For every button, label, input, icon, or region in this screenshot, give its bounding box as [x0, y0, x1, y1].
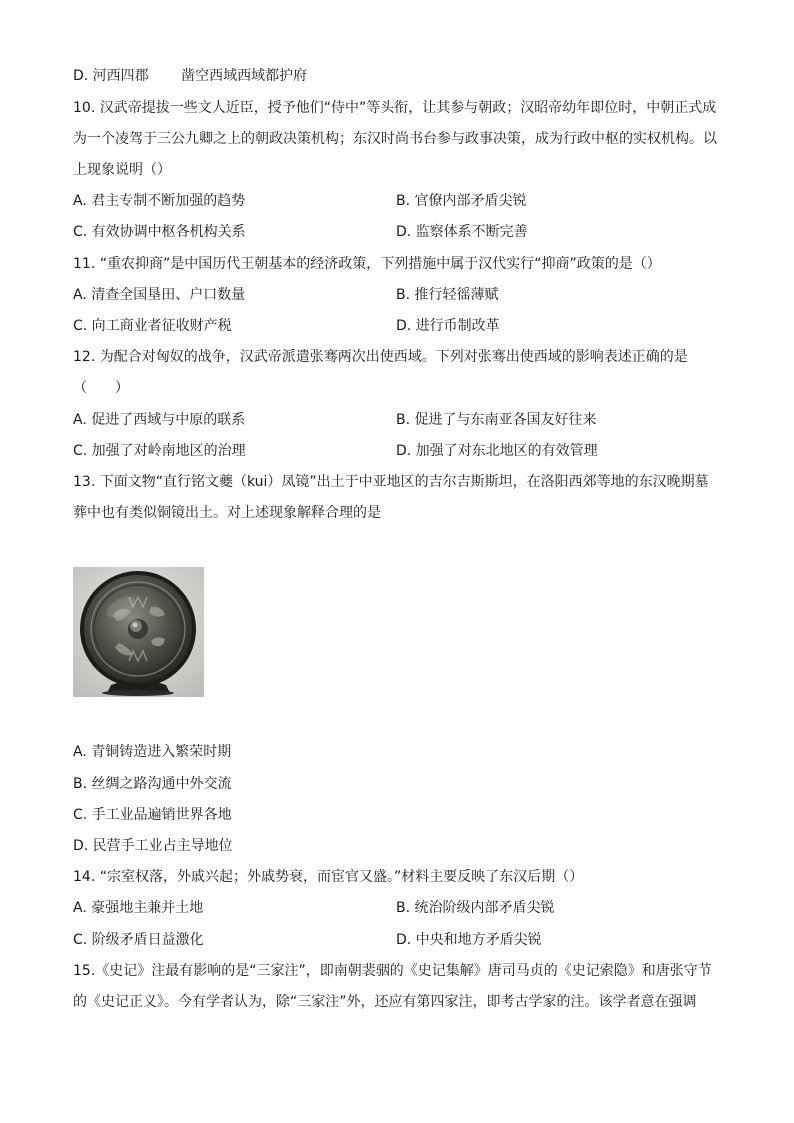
q10-option-c: C. 有效协调中枢各机构关系	[73, 224, 246, 240]
q12-stem-line-1: 12. 为配合对匈奴的战争，汉武帝派遣张骞两次出使西域。下列对张骞出使西域的影响表述正确的是	[73, 349, 688, 365]
q12-stem-line-2: （ ）	[73, 380, 129, 396]
q9-option-d: D. 河西四郡 凿空西域西域都护府	[73, 68, 308, 84]
q11-option-d: D. 进行币制改革	[396, 318, 500, 334]
q14-option-d: D. 中央和地方矛盾尖锐	[396, 932, 542, 948]
q13-option-a: A. 青铜铸造进入繁荣时期	[73, 744, 232, 760]
q14-option-b: B. 统治阶级内部矛盾尖锐	[396, 900, 555, 916]
q12-option-a: A. 促进了西域与中原的联系	[73, 412, 246, 428]
q10-option-a: A. 君主专制不断加强的趋势	[73, 193, 246, 209]
q12-option-c: C. 加强了对岭南地区的治理	[73, 443, 246, 459]
bronze-mirror-photo	[73, 567, 204, 697]
q13-option-c: C. 手工业品遍销世界各地	[73, 807, 232, 823]
bronze-mirror-image	[73, 567, 204, 697]
q12-option-b: B. 促进了与东南亚各国友好往来	[396, 412, 597, 428]
q14-option-a: A. 豪强地主兼并土地	[73, 900, 204, 916]
q11-option-c: C. 向工商业者征收财产税	[73, 318, 232, 334]
q10-stem-line-2: 为一个凌驾于三公九卿之上的朝政决策机构；东汉时尚书台参与政事决策，成为行政中枢的实权机构。以	[73, 131, 717, 147]
q10-option-b: B. 官僚内部矛盾尖锐	[396, 193, 527, 209]
q11-stem: 11. “重农抑商”是中国历代王朝基本的经济政策，下列措施中属于汉代实行“抑商”政策的是（）	[73, 256, 661, 272]
q13-stem-line-1: 13. 下面文物“直行铭文夔（kui）凤镜”出土于中亚地区的吉尔吉斯斯坦，在洛阳西郊等地的东汉晚期墓	[73, 474, 709, 490]
q12-option-d: D. 加强了对东北地区的有效管理	[396, 443, 598, 459]
q15-stem-line-1: 15.《史记》注最有影响的是“三家注”，即南朝裴骃的《史记集解》唐司马贞的《史记索隐》和唐张守节	[73, 963, 712, 979]
q10-option-d: D. 监察体系不断完善	[396, 224, 528, 240]
q11-option-b: B. 推行轻徭薄赋	[396, 287, 499, 303]
q10-stem-line-1: 10. 汉武帝提拔一些文人近臣，授予他们“侍中”等头衔，让其参与朝政；汉昭帝幼年即位时，中朝正式成	[73, 100, 717, 116]
q13-option-d: D. 民营手工业占主导地位	[73, 838, 233, 854]
q14-option-c: C. 阶级矛盾日益激化	[73, 932, 204, 948]
q15-stem-line-2: 的《史记正义》。今有学者认为，除“三家注”外，还应有第四家注，即考古学家的注。该学者意在强调	[73, 994, 697, 1010]
q13-option-b: B. 丝绸之路沟通中外交流	[73, 776, 232, 792]
q14-stem: 14. “宗室权落，外戚兴起；外戚势衰，而宦官又盛。”材料主要反映了东汉后期（）	[73, 869, 584, 885]
q10-stem-line-3: 上现象说明（）	[73, 162, 171, 178]
q13-stem-line-2: 葬中也有类似铜镜出土。对上述现象解释合理的是	[73, 505, 381, 521]
q11-option-a: A. 清查全国垦田、户口数量	[73, 287, 246, 303]
